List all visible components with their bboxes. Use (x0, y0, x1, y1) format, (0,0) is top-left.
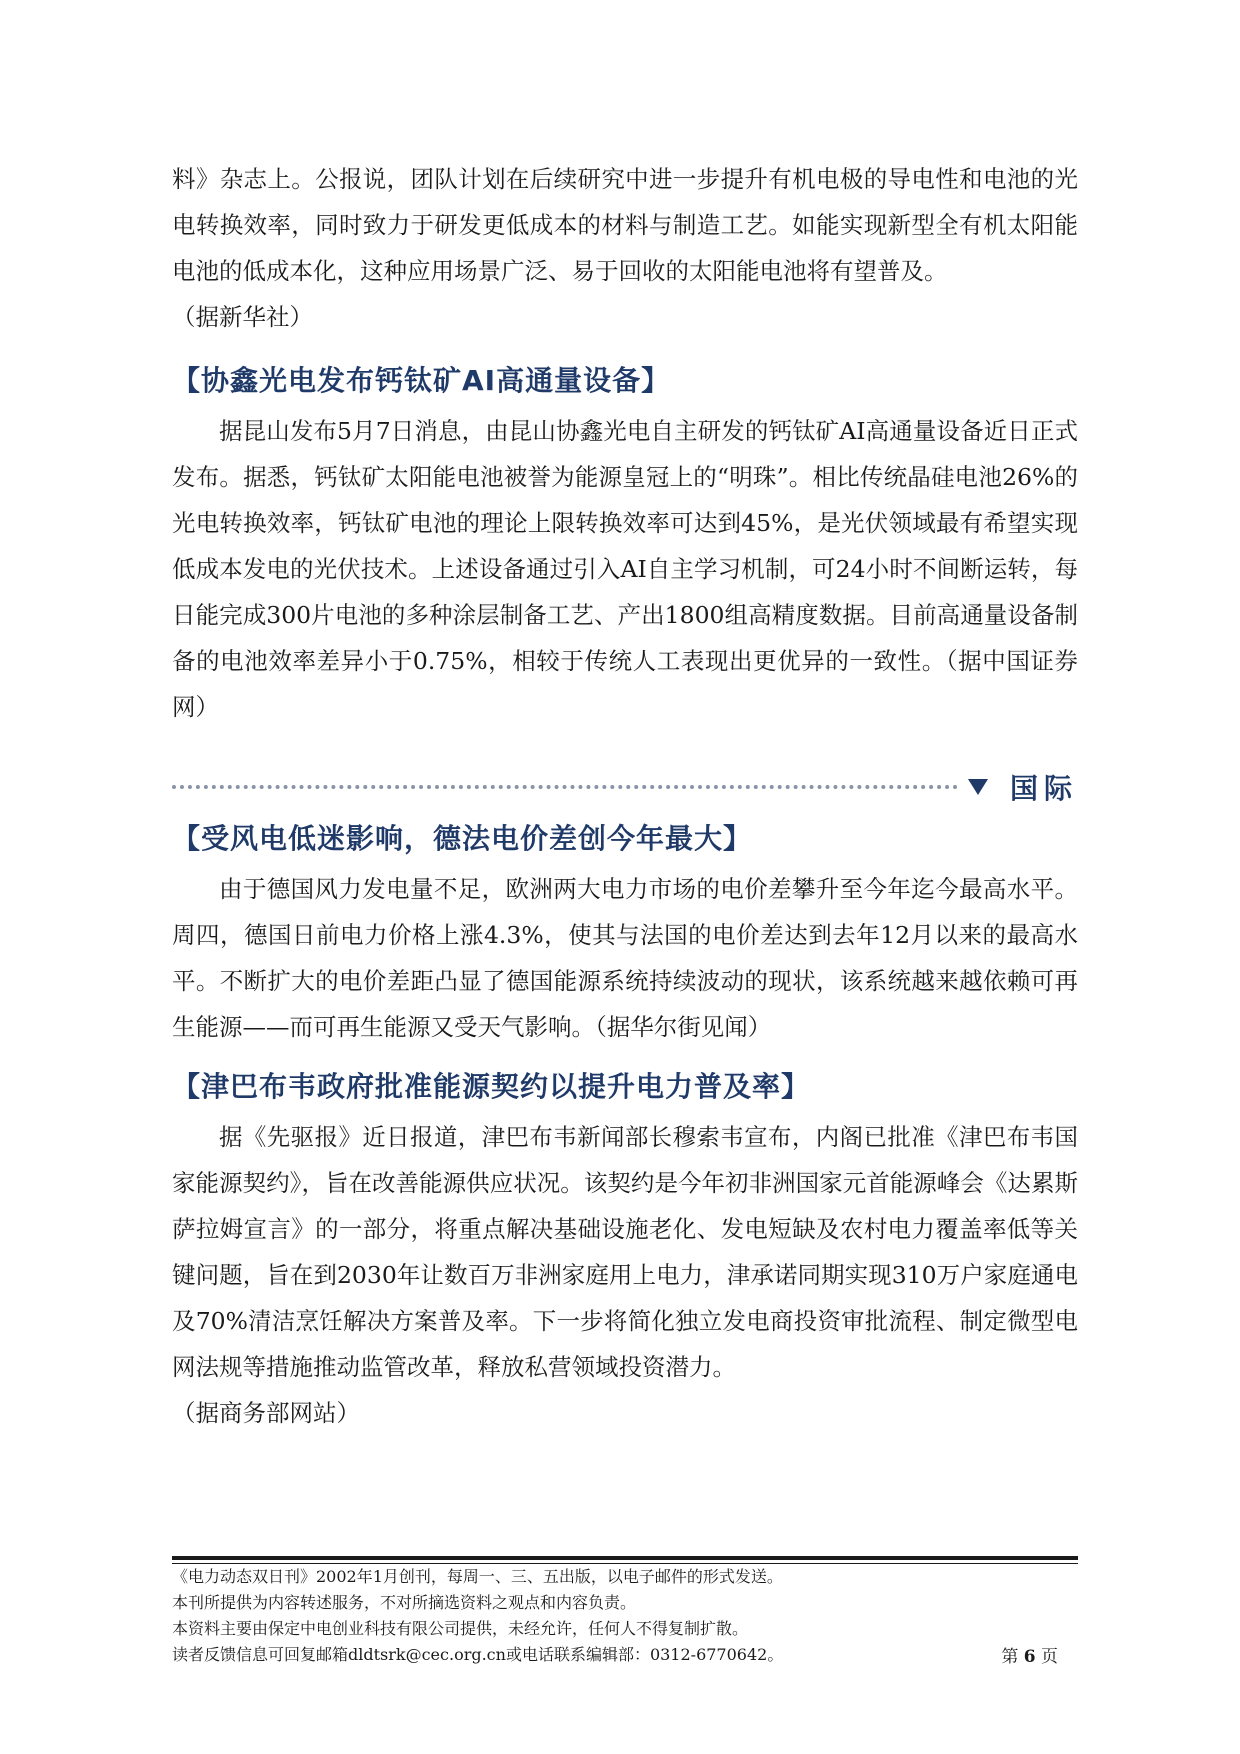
section-label: 国际 (1009, 772, 1078, 805)
intro-source: （据新华社） (172, 303, 313, 331)
article-body-germany-france: 由于德国风力发电量不足，欧洲两大电力市场的电价差攀升至今年迄今最高水平。周四，德国日前电力价格上涨4.3%，使其与法国的电价差达到去年12月以来的最高水平。不断扩大的电价差距凸显了德国能源系统持续波动的现状，该系统越来越依赖可再生能源——而可再生能源又受天气影响。（据华尔街见闻） (172, 875, 1078, 1041)
footer-copyright: 本资料主要由保定中电创业科技有限公司提供，未经允许，任何人不得复制扩散。 (172, 1619, 749, 1638)
article-body-perovskite: 据昆山发布5月7日消息，由昆山协鑫光电自主研发的钙钛矿AI高通量设备近日正式发布。据悉，钙钛矿太阳能电池被誉为能源皇冠上的“明珠”。相比传统晶硅电池26%的光电转换效率，钙钛矿电池的理论上限转换效率可达到45%，是光伏领域最有希望实现低成本发电的光伏技术。上述设备通过引入AI自主学习机制，可24小时不间断运转，每日能完成300片电池的多种涂层制备工艺、产出1800组高精度数据。目前高通量设备制备的电池效率差异小于0.75%，相较于传统人工表现出更优异的一致性。（据中国证券网） (172, 417, 1078, 721)
footer-contact-row (172, 1642, 1078, 1668)
article-title-zimbabwe: 【津巴布韦政府批准能源契约以提升电力普及率】 (172, 1070, 811, 1103)
footer-disclaimer: 本刊所提供为内容转述服务，不对所摘选资料之观点和内容负责。 (172, 1593, 637, 1612)
article-title-germany-france: 【受风电低迷影响，德法电价差创今年最大】 (172, 822, 753, 855)
triangle-down-icon (968, 779, 988, 795)
dotted-rule (172, 785, 958, 789)
intro-paragraph: 料》杂志上。公报说，团队计划在后续研究中进一步提升有机电极的导电性和电池的光电转换效率，同时致力于研发更低成本的材料与制造工艺。如能实现新型全有机太阳能电池的低成本化，这种应用场景广泛、易于回收的太阳能电池将有望普及。 (172, 165, 1078, 285)
section-divider-international (172, 764, 1078, 810)
article-title-perovskite: 【协鑫光电发布钙钛矿AI高通量设备】 (172, 364, 671, 397)
footer-contact: 读者反馈信息可回复邮箱dldtsrk@cec.org.cn或电话联系编辑部：0312-6770642。 (172, 1645, 784, 1664)
main-content (172, 156, 1078, 1436)
page-number-value: 6 (1023, 1647, 1036, 1667)
page-footer (172, 1556, 1078, 1668)
article-body-zimbabwe: 据《先驱报》近日报道，津巴布韦新闻部长穆索韦宣布，内阁已批准《津巴布韦国家能源契约》，旨在改善能源供应状况。该契约是今年初非洲国家元首能源峰会《达累斯萨拉姆宣言》的一部分，将重点解决基础设施老化、发电短缺及农村电力覆盖率低等关键问题，旨在到2030年让数百万非洲家庭用上电力，津承诺同期实现310万户家庭通电及70%清洁烹饪解决方案普及率。下一步将简化独立发电商投资审批流程、制定微型电网法规等措施推动监管改革，释放私营领域投资潜力。 (172, 1123, 1078, 1381)
footer-rule-thick (172, 1556, 1078, 1560)
footer-publication-info: 《电力动态双日刊》2002年1月创刊，每周一、三、五出版，以电子邮件的形式发送。 (172, 1567, 783, 1586)
article-source-zimbabwe: （据商务部网站） (172, 1399, 360, 1427)
page-number: 第 6 页 (1001, 1647, 1058, 1667)
